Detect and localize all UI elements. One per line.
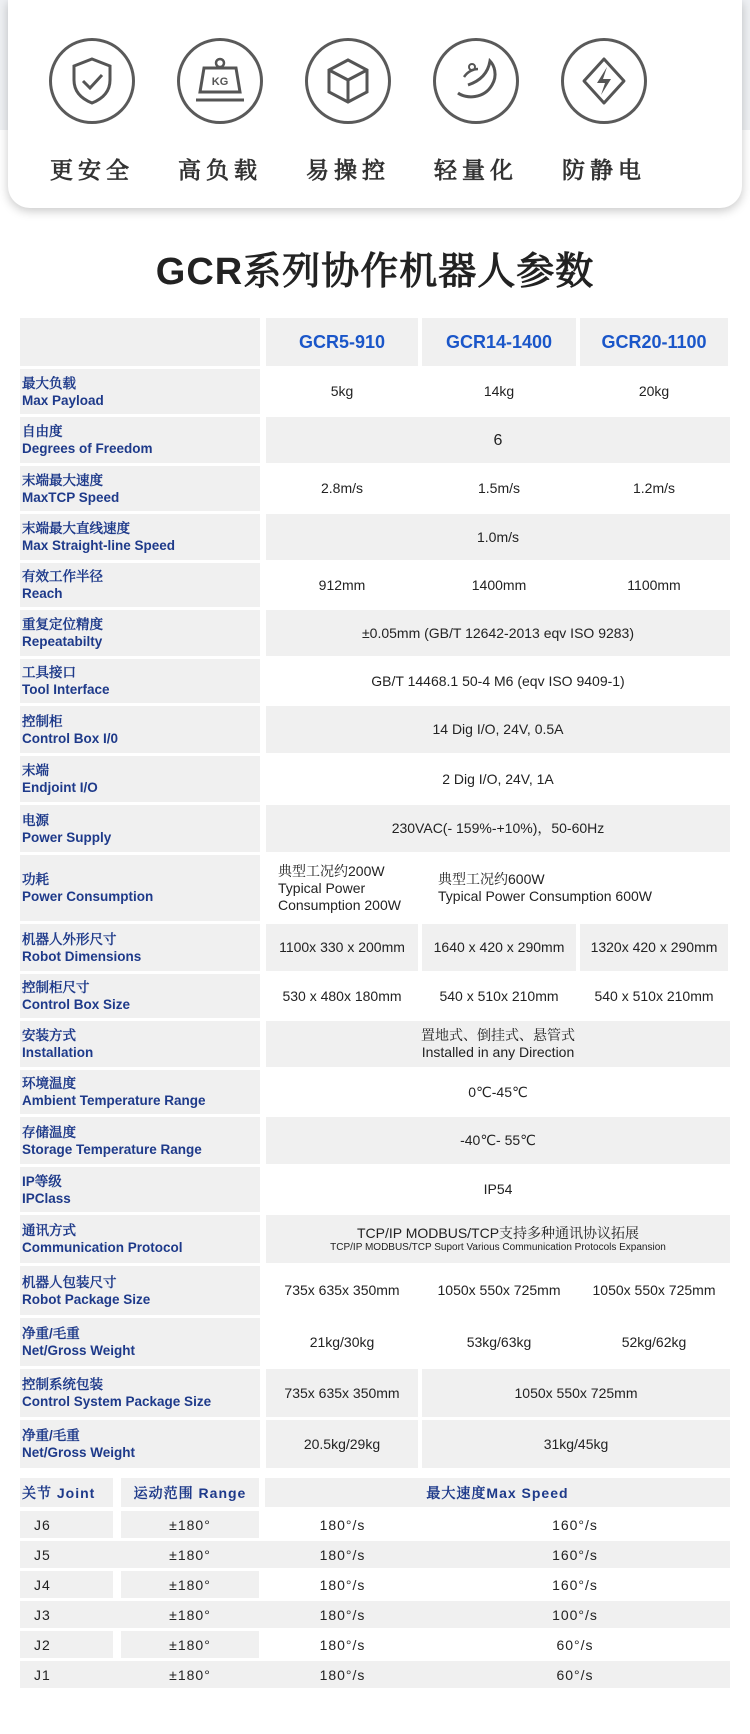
comm-zh: TCP/IP MODBUS/TCP支持多种通讯协议拓展 [356,1224,640,1241]
joint-header: 关节 Joint [20,1478,113,1507]
spec-label-en: Communication Protocol [22,1240,183,1255]
spec-value: 1.2m/s [632,480,675,496]
joint-range: ±180° [121,1571,259,1598]
spec-value: 1.5m/s [477,480,520,496]
spec-label-en: Max Payload [22,392,104,408]
spec-label-zh: 存储温度 [22,1124,76,1140]
spec-header-row [20,318,730,366]
spec-row-power [20,805,730,852]
spec-label-zh: 净重/毛重 [22,1428,80,1443]
feature-easy-control [303,38,393,185]
spec-value: 6 [266,417,730,463]
spec-value: 典型工况约600W Typical Power Consumption 600W [438,871,652,904]
spec-value: 1400mm [471,576,527,593]
spec-label-zh: 有效工作半径 [22,569,103,584]
spec-label-en: Installation [22,1045,94,1060]
spec-row-repeatability [20,610,730,656]
joint-speed: 160°/s [552,1516,598,1533]
spec-row-ambient-temp [20,1070,730,1114]
spec-value [266,1215,730,1263]
spec-label-zh: 末端 [22,763,49,778]
spec-value: 540 x 510x 210mm [439,987,559,1004]
spec-value: 1.0m/s [266,514,730,560]
spec-label-zh: 控制系统包装 [22,1377,103,1392]
spec-label [20,1167,260,1212]
kg-weight-icon [177,38,263,124]
joint-row [20,1631,730,1658]
spec-label [20,855,260,921]
spec-value: 1640 x 420 x 290mm [422,924,576,971]
spec-value: 5kg [330,383,354,399]
spec-label-en: Storage Temperature Range [22,1141,202,1157]
spec-label-en: Net/Gross Weight [22,1343,136,1358]
spec-label [20,563,260,607]
spec-row-ip [20,1167,730,1212]
spec-label-zh: 控制柜 [22,713,63,729]
joint-speed: 180°/s [319,1666,366,1683]
joint-row [20,1661,730,1688]
spec-label-zh: 电源 [22,812,49,828]
spec-row-control-box-size [20,974,730,1018]
spec-label [20,659,260,703]
spec-label-zh: 自由度 [22,424,63,439]
feature-label: 防静电 [562,157,646,183]
spec-value: 1100x 330 x 200mm [266,924,418,971]
feature-label: 易操控 [306,157,390,183]
joint-table [20,1478,730,1691]
joint-name: J5 [34,1546,51,1563]
spec-value: GB/T 14468.1 50-4 M6 (eqv ISO 9409-1) [371,672,625,689]
feature-payload [175,38,265,185]
spec-label-en: Max Straight-line Speed [22,538,176,553]
spec-value: 置地式、倒挂式、悬管式 Installed in any Direction [266,1021,730,1067]
spec-row-storage-temp [20,1117,730,1164]
shield-check-icon [49,38,135,124]
spec-label-en: Control Box I/0 [22,730,119,746]
spec-label [20,610,260,656]
spec-label-zh: 通讯方式 [22,1223,76,1238]
spec-value: 53kg/63kg [466,1333,532,1350]
feature-label: 更安全 [50,157,134,183]
spec-row-payload [20,369,730,414]
spec-label-en: MaxTCP Speed [22,489,120,505]
spec-label [20,1021,260,1067]
kg-icon-text: KG [211,76,229,88]
max-speed-header: 最大速度Max Speed [265,1478,730,1507]
spec-row-dof [20,417,730,463]
spec-label-zh: 净重/毛重 [22,1326,80,1341]
spec-value: 2.8m/s [320,480,363,496]
spec-row-line-speed [20,514,730,560]
spec-label-en: Repeatabilty [22,634,103,649]
spec-row-communication [20,1215,730,1263]
spec-label-zh: 安装方式 [22,1028,76,1043]
joint-range: ±180° [169,1546,211,1563]
spec-label [20,417,260,463]
joint-speed: 180°/s [319,1546,366,1563]
spec-label [20,1117,260,1164]
spec-label [20,369,260,414]
spec-value: 912mm [318,576,366,593]
spec-label [20,756,260,802]
spec-value: 20.5kg/29kg [266,1420,418,1468]
spec-label [20,514,260,560]
joint-name: J3 [34,1606,51,1623]
joint-name: J2 [20,1631,113,1658]
spec-value: 1050x 550x 725mm [422,1369,730,1417]
spec-label-en: Ambient Temperature Range [22,1093,206,1108]
joint-speed: 180°/s [319,1606,366,1623]
feature-label: 轻量化 [434,157,518,183]
joint-range: ±180° [121,1511,259,1538]
feature-card [8,0,742,208]
spec-label [20,706,260,753]
spec-label-zh: 末端最大直线速度 [22,521,130,536]
spec-label-en: Degrees of Freedom [22,441,153,456]
spec-row-box-io [20,706,730,753]
spec-label [20,1266,260,1315]
spec-label [20,805,260,852]
spec-row-robot-dimensions [20,924,730,971]
spec-value: 2 Dig I/O, 24V, 1A [442,770,554,787]
spec-value: 530 x 480x 180mm [282,987,402,1004]
spec-label-en: Control Box Size [22,997,131,1012]
comm-en: TCP/IP MODBUS/TCP Suport Various Communication Protocols Expansion [330,1241,666,1253]
spec-value: 1050x 550x 725mm [437,1282,561,1298]
spec-value: 20kg [638,383,670,399]
spec-label-en: Net/Gross Weight [22,1445,136,1460]
spec-label-en: Control System Package Size [22,1394,212,1409]
page-title: GCR系列协作机器人参数 [155,251,595,293]
spec-label-en: Robot Dimensions [22,948,142,964]
spec-value: ±0.05mm (GB/T 12642-2013 eqv ISO 9283) [266,610,730,656]
model-header: GCR14-1400 [422,318,576,366]
joint-speed: 180°/s [319,1636,366,1653]
spec-row-robot-package [20,1266,730,1315]
spec-label [20,1215,260,1263]
spec-row-installation [20,1021,730,1067]
spec-label-zh: 环境温度 [22,1076,76,1091]
range-header: 运动范围 Range [121,1478,259,1507]
spec-label-en: Reach [22,586,63,601]
spec-label-en: Power Consumption [22,889,154,904]
spec-label [20,924,260,971]
feature-safety [47,38,137,185]
joint-name: J4 [20,1571,113,1598]
spec-value: 0℃-45℃ [468,1083,528,1100]
spec-label-en: Endjoint I/O [22,780,98,795]
spec-label-zh: 控制柜尺寸 [22,980,90,995]
joint-row [20,1601,730,1628]
joint-row [20,1541,730,1568]
joint-header-row [20,1478,730,1507]
spec-value: IP54 [483,1181,513,1197]
spec-label-zh: 最大负载 [22,375,76,391]
joint-row [20,1571,730,1598]
spec-label [20,1369,260,1417]
spec-value: 735x 635x 350mm [266,1369,418,1417]
spec-value: 52kg/62kg [621,1333,687,1350]
spec-value: 31kg/45kg [422,1420,730,1468]
spec-value: 21kg/30kg [309,1333,375,1350]
joint-speed: 160°/s [552,1576,598,1593]
spec-label [20,1318,260,1366]
spec-label-en: Power Supply [22,829,112,845]
spec-row-robot-weight [20,1318,730,1366]
spec-row-control-package [20,1369,730,1417]
spec-label [20,466,260,511]
spec-label-zh: 机器人外形尺寸 [22,931,117,947]
spec-label-zh: 功耗 [22,872,49,887]
spec-value: 1100mm [627,576,681,593]
spec-row-tcp-speed [20,466,730,511]
spec-label [20,974,260,1018]
spec-label-zh: 重复定位精度 [22,617,103,632]
joint-row [20,1511,730,1538]
feather-icon [433,38,519,124]
feature-label: 高负载 [178,157,262,183]
lightning-icon [561,38,647,124]
spec-value: -40℃- 55℃ [266,1117,730,1164]
spec-label-en: Robot Package Size [22,1291,151,1307]
spec-label-zh: 机器人包装尺寸 [22,1274,117,1290]
spec-row-end-io [20,756,730,802]
feature-antistatic [559,38,649,185]
model-header: GCR5-910 [266,318,418,366]
joint-speed: 180°/s [319,1576,366,1593]
spec-label-en: Tool Interface [22,682,110,697]
joint-speed: 60°/s [556,1636,594,1653]
spec-value: 230VAC(- 159%-+10%)，50-60Hz [266,805,730,852]
spec-label-en: IPClass [22,1190,71,1206]
joint-range: ±180° [169,1606,211,1623]
model-header: GCR20-1100 [580,318,728,366]
spec-header-blank [20,318,260,366]
spec-label-zh: 末端最大速度 [22,472,103,488]
spec-row-consumption [20,855,730,921]
joint-speed: 180°/s [319,1516,366,1533]
joint-range: ±180° [121,1631,259,1658]
joint-speed: 60°/s [556,1666,594,1683]
spec-value: 540 x 510x 210mm [594,987,714,1004]
spec-value: 典型工况约200W Typical Power Consumption 200W [278,862,401,913]
joint-name: J6 [20,1511,113,1538]
spec-label [20,1420,260,1468]
spec-table [20,318,730,1471]
joint-name: J1 [34,1666,51,1683]
spec-row-tool [20,659,730,703]
spec-value: 14 Dig I/O, 24V, 0.5A [266,706,730,753]
spec-value: 1320x 420 x 290mm [580,924,728,971]
spec-label-zh: 工具接口 [22,665,76,680]
joint-range: ±180° [169,1666,211,1683]
spec-value: 735x 635x 350mm [284,1282,400,1298]
joint-speed: 100°/s [552,1606,598,1623]
feature-lightweight [431,38,521,185]
spec-label [20,1070,260,1114]
joint-speed: 160°/s [552,1546,598,1563]
spec-label-zh: IP等级 [22,1173,62,1189]
spec-row-control-weight [20,1420,730,1468]
spec-value: 1050x 550x 725mm [592,1282,716,1298]
spec-row-reach [20,563,730,607]
spec-value: 14kg [483,383,515,399]
cube-icon [305,38,391,124]
